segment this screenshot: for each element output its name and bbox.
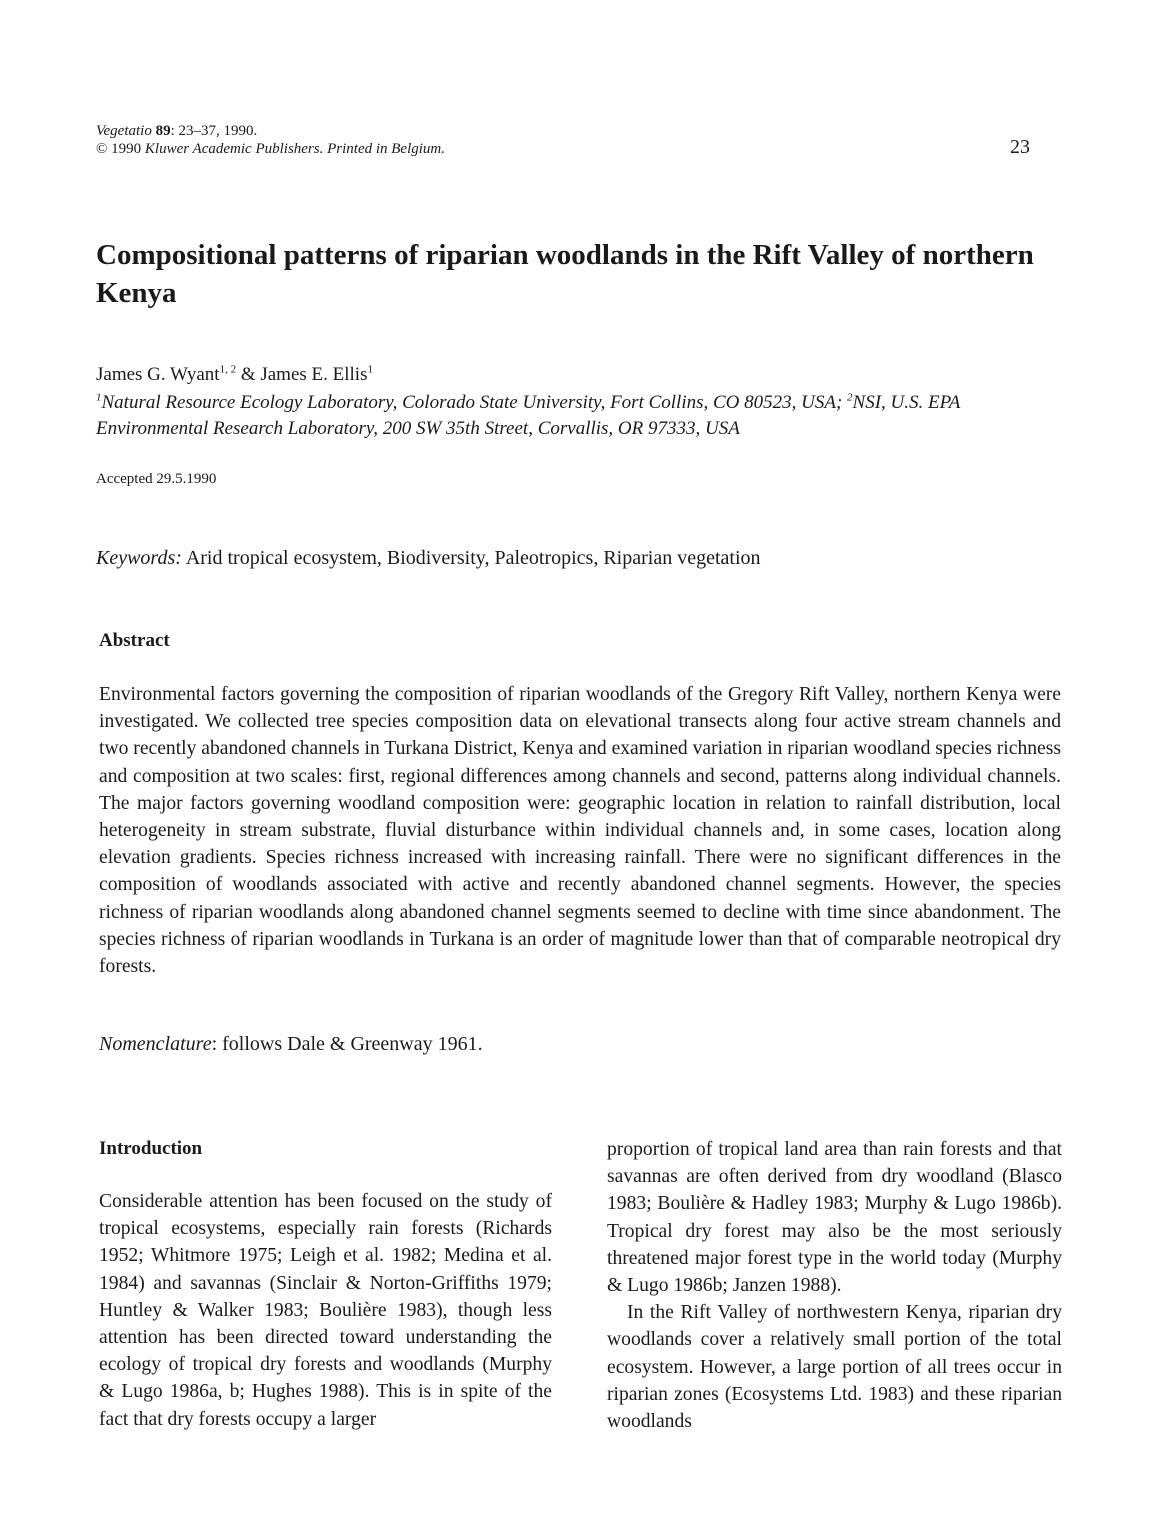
copyright-prefix: © 1990 [96, 141, 145, 157]
affiliations [96, 390, 1076, 442]
right-column [607, 1136, 1062, 1435]
intro-paragraph-1-continued: proportion of tropical land area than rain forests and that savannas are often derived from dry woodland (Blasco 1983; Boulière & Hadley 1983; Murphy & Lugo 1986b). Tropical dry forest may also be the most seriously threatened major forest type in the world today (Murphy & Lugo 1986b; Janzen 1988). [607, 1139, 1062, 1297]
paper-title: Compositional patterns of riparian woodlands in the Rift Valley of northern Kenya [96, 239, 1034, 309]
page-number: 23 [1010, 136, 1030, 158]
introduction-heading: Introduction [99, 1138, 203, 1159]
nomenclature [99, 1033, 483, 1056]
affil-2-text: NSI, U.S. EPA Environmental Research Laboratory, 200 SW 35th Street, Corvallis, OR 97333, USA [96, 392, 961, 439]
author-2-affil-marks: 1 [367, 363, 373, 376]
author-separator: & [236, 364, 261, 385]
author-line [96, 364, 373, 386]
author-1-affil-marks: 1, 2 [219, 363, 237, 376]
accepted-date: Accepted 29.5.1990 [96, 471, 217, 487]
author-1: James G. Wyant [96, 364, 220, 385]
affil-2-mark: 2 [847, 391, 853, 404]
journal-pages-year: : 23–37, 1990. [170, 123, 258, 139]
affil-1-text: Natural Resource Ecology Laboratory, Colorado State University, Fort Collins, CO 80523, USA; [101, 392, 848, 413]
keywords-label: Keywords: [96, 547, 182, 569]
keywords-text: Arid tropical ecosystem, Biodiversity, Paleotropics, Riparian vegetation [181, 547, 761, 569]
journal-citation [96, 122, 445, 158]
journal-line-1 [96, 122, 445, 140]
author-2: James E. Ellis [260, 364, 368, 385]
affil-1-mark: 1 [96, 391, 102, 404]
journal-line-2 [96, 140, 445, 158]
intro-paragraph-2: In the Rift Valley of northwestern Kenya, riparian dry woodlands cover a relatively small portion of the total ecosystem. However, a large portion of all trees occur in riparian zones (Ecosystems Ltd. 1983) and these riparian woodlands [607, 1302, 1062, 1433]
intro-paragraph-1: Considerable attention has been focused on the study of tropical ecosystems, especially rain forests (Richards 1952; Whitmore 1975; Leigh et al. 1982; Medina et al. 1984) and savannas (Sinclair & Norton-Griffiths 1979; Huntley & Walker 1983; Boulière 1983), though less attention has been directed toward understanding the ecology of tropical dry forests and woodlands (Murphy & Lugo 1986a, b; Hughes 1988). This is in spite of the fact that dry forests occupy a larger [99, 1191, 552, 1430]
publisher-line: Kluwer Academic Publishers. Printed in Belgium. [144, 141, 446, 157]
journal-name: Vegetatio [96, 123, 152, 139]
keywords [96, 547, 761, 570]
abstract-heading: Abstract [99, 630, 170, 651]
nomenclature-text: : follows Dale & Greenway 1961. [211, 1033, 483, 1055]
journal-volume: 89 [155, 123, 171, 139]
abstract-text: Environmental factors governing the composition of riparian woodlands of the Gregory Rift Valley, northern Kenya were investigated. We collected tree species composition data on elevational transects along four active stream channels and two recently abandoned channels in Turkana District, Kenya and examined variation in riparian woodland species richness and composition at two scales: first, regional differences among channels and second, patterns along individual channels. The major factors governing woodland composition were: geographic location in relation to rainfall distribution, local heterogeneity in stream substrate, fluvial disturbance within individual channels and, in some cases, location along elevation gradients. Species richness increased with increasing rainfall. There were no significant differences in the composition of woodlands associated with active and recently abandoned channel segments. However, the species richness of riparian woodlands along abandoned channel segments seemed to decline with time since abandonment. The species richness of riparian woodlands in Turkana is an order of magnitude lower than that of comparable neotropical dry forests. [99, 684, 1061, 978]
nomenclature-label: Nomenclature [99, 1033, 212, 1055]
